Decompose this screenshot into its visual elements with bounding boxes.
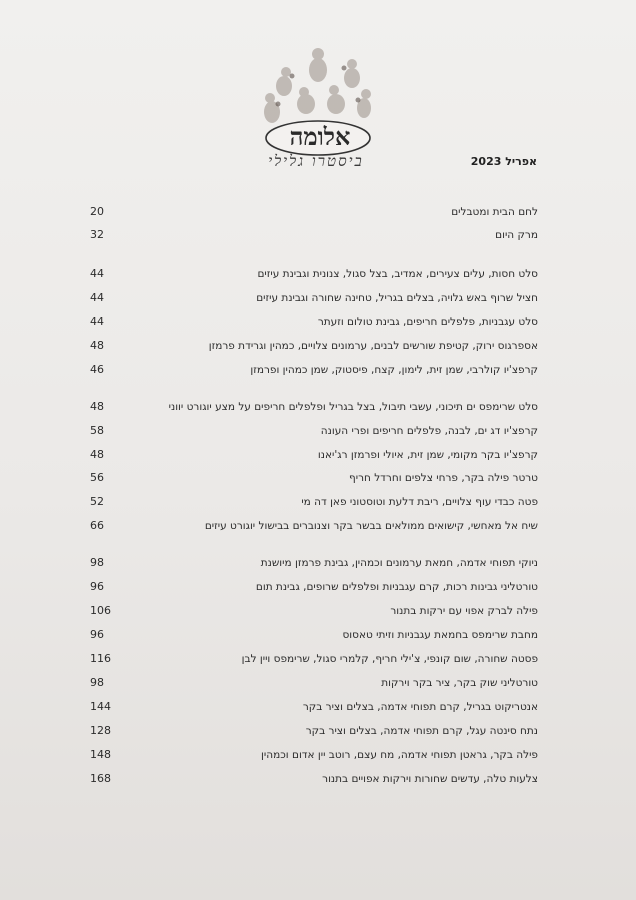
menu-item [0, 313, 636, 331]
menu-item-price: 148 [90, 748, 111, 761]
menu-item-price: 44 [90, 291, 104, 304]
menu-item-name: קרפצ'יו קולרבי, שמן זית, לימון, קצח, פיסטוק, שמן כמהין ופרמזן [250, 364, 538, 376]
menu-item [0, 493, 636, 511]
menu-item [0, 626, 636, 644]
menu-item-name: אנטריקוט בגריל, קרם תפוחי אדמה, בצלים וציר בקר [302, 701, 538, 713]
menu-item [0, 265, 636, 283]
menu-item-name: נתח סינטה עגל, קרם תפוחי אדמה, בצלים וציר בקר [305, 725, 538, 737]
menu-item-name: שיח אל מאחשי, קישואים ממולאים בבשר בקר וצנוברים בבישול יוגורט עיזים [204, 520, 538, 532]
menu-item [0, 674, 636, 692]
menu-item [0, 469, 636, 487]
menu-item-name: מרק היום [495, 229, 538, 241]
menu-item [0, 203, 636, 221]
logo-name: אלומה [289, 122, 351, 151]
logo-subtitle: ביסטרו גלילי [268, 152, 364, 170]
menu-item-price: 128 [90, 724, 111, 737]
menu-item-price: 106 [90, 604, 111, 617]
menu-item-name: טורטליני גבינות רכות, קרם עגבניות ופלפלים שרופים, גבינת תום [255, 581, 538, 593]
menu-item-name: ניוקי תפוחי אדמה, חמאת ערמונים וכמהין, גבינת פרמזן מיושנת [260, 557, 538, 569]
menu-item-price: 48 [90, 339, 104, 352]
menu-item-price: 116 [90, 652, 111, 665]
menu-item-price: 98 [90, 676, 104, 689]
menu-date: אפריל 2023 [470, 155, 537, 168]
menu-item-name: צלעות טלה, עדשים שחורות וירקות אפויים בתנור [322, 773, 538, 785]
menu-item-name: סלט עגבניות, פלפלים חריפים, גבינת טולום וזעתר [317, 316, 538, 328]
menu-item [0, 337, 636, 355]
menu-item [0, 361, 636, 379]
menu-item [0, 554, 636, 572]
menu-item [0, 770, 636, 788]
menu-item [0, 602, 636, 620]
menu-item-price: 58 [90, 424, 104, 437]
menu-item [0, 578, 636, 596]
menu-item-price: 144 [90, 700, 111, 713]
menu-item [0, 398, 636, 416]
menu-item-name: פטה כבדי עוף צלויים, ריבת דלעת וטוסטוני פאן דה מי [301, 496, 538, 508]
menu-item-price: 20 [90, 205, 104, 218]
menu-item-name: טורטליני שוק בקר, ציר בקר וירקות [381, 677, 538, 689]
menu-item-price: 52 [90, 495, 104, 508]
menu-item [0, 746, 636, 764]
menu-item [0, 226, 636, 244]
menu-item [0, 650, 636, 668]
menu-item [0, 289, 636, 307]
menu-item [0, 446, 636, 464]
menu-item-name: מחבת שרימפס בחמאת עגבניות וזיתי טאסוס [342, 629, 538, 641]
menu-item-price: 66 [90, 519, 104, 532]
menu-item-name: פילה לברק אפוי עם ירקות בתנור [390, 605, 538, 617]
menu-item-price: 168 [90, 772, 111, 785]
menu-item-name: טרטר פילה בקר, פרחי צלפים וחרדל חריף [349, 472, 538, 484]
menu-item-name: חציל שרוף באש גלויה, בצלים בגריל, טחינה שחורה וגבינת עיזים [256, 292, 538, 304]
menu-item [0, 422, 636, 440]
menu-item-price: 56 [90, 471, 104, 484]
menu-item-name: פסטה שחורה, שום קונפי, צ'ילי חריף, קלמרי סגול, שרימפס ויין לבן [241, 653, 538, 665]
menu-item-name: אספרגוס ירוק, קטיפת שורשים לבנים, ערמונים צלויים, כמהין וגרידת פרמזן [208, 340, 538, 352]
menu-item-price: 48 [90, 448, 104, 461]
menu-item-name: לחם הבית ומטבלים [451, 206, 538, 218]
menu-item-name: קרפצ'יו דג ים, לבנה, פלפלים חריפים ופרי העונה [320, 425, 538, 437]
menu-item-price: 96 [90, 580, 104, 593]
menu-item-price: 44 [90, 267, 104, 280]
menu-item-price: 46 [90, 363, 104, 376]
menu-item-name: סלט שרימפס ים תיכוני, עשבי תיבול, בצל בגריל ופלפלים חריפים על מצע יוגורט יווני [168, 401, 538, 413]
menu-item-name: סלט חסות, עלים צעירים, אמדיב, בצל סגול, צנונית וגבינת עיזים [257, 268, 538, 280]
menu-item [0, 517, 636, 535]
menu-item-price: 44 [90, 315, 104, 328]
menu-item-price: 98 [90, 556, 104, 569]
menu-item [0, 722, 636, 740]
menu-item-name: קרפצ'יו בקר מקומי, שמן זית, איולי ופרמזן רג'יאנו [317, 449, 538, 461]
menu-item-price: 32 [90, 228, 104, 241]
menu-item-name: פילה בקר, גראטן תפוחי אדמה, מח עצם, רוטב יין אדום וכמהין [261, 749, 538, 761]
menu-item [0, 698, 636, 716]
menu-item-price: 96 [90, 628, 104, 641]
menu-item-price: 48 [90, 400, 104, 413]
